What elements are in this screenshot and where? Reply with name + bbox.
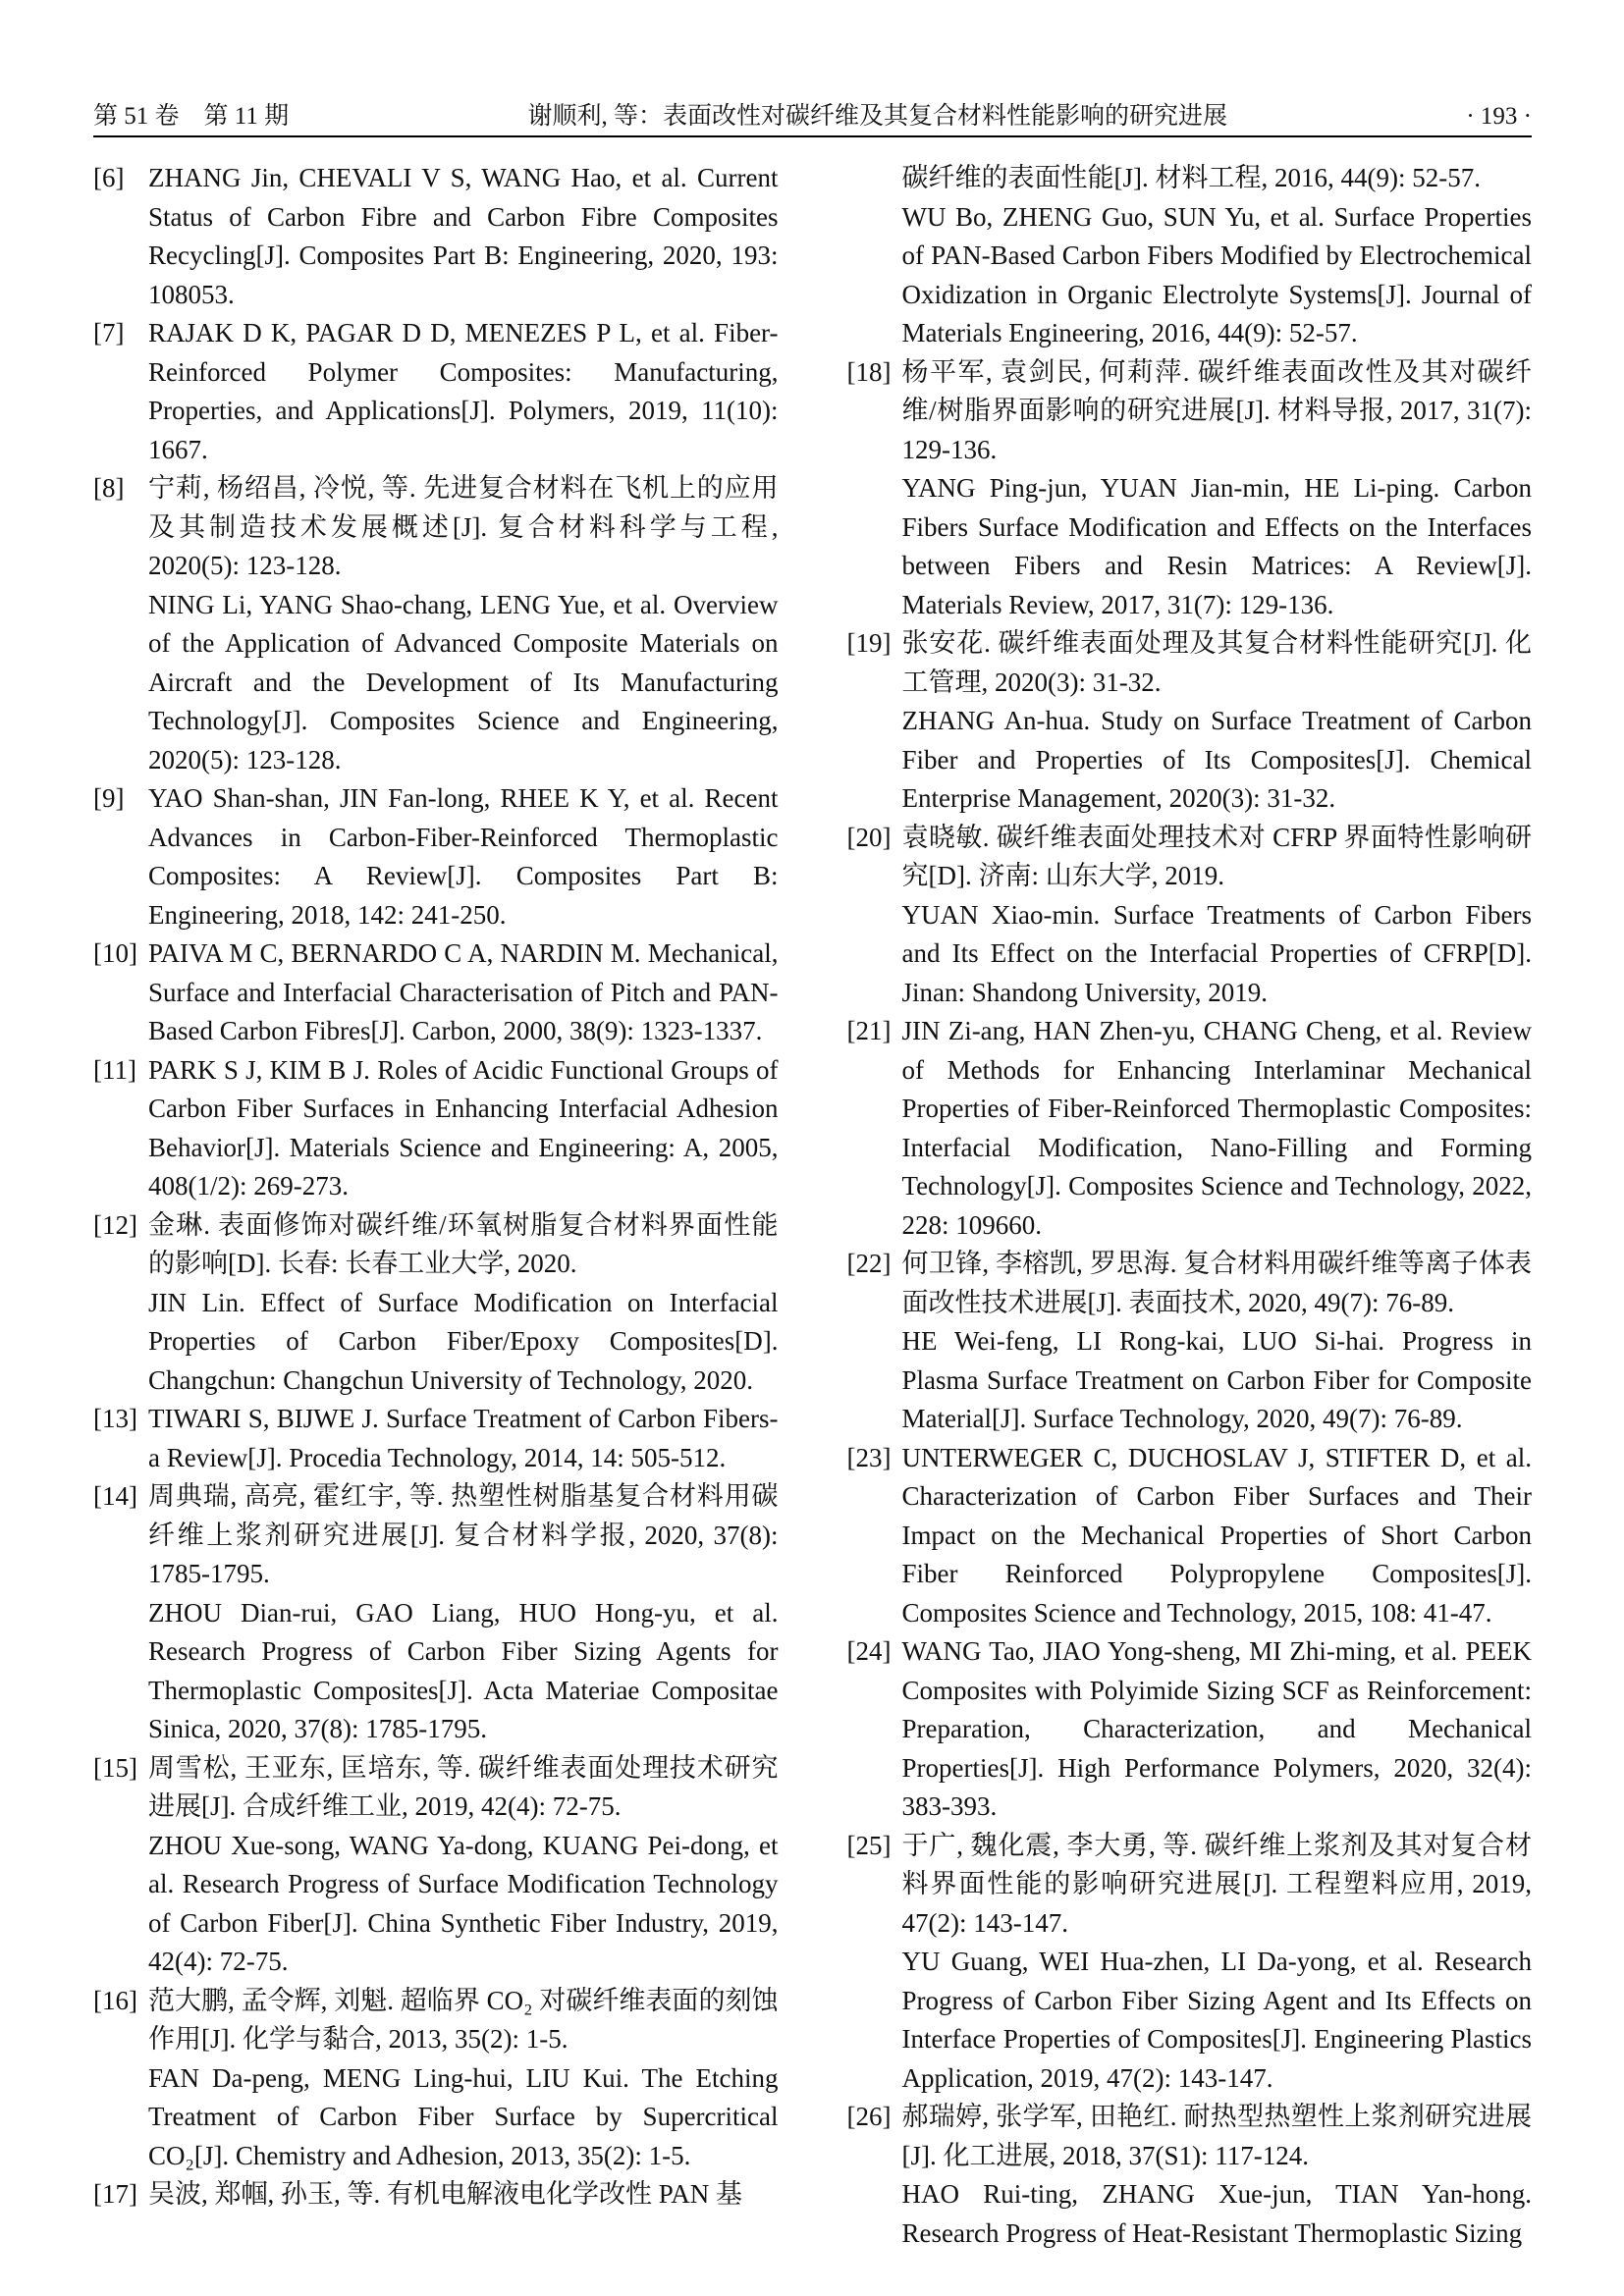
reference-entry (93, 1051, 779, 1206)
reference-text: RAJAK D K, PAGAR D D, MENEZES P L, et al. Fiber-Reinforced Polymer Composites: Manufacturing, Properties, and Applications[J]. Polymers, 2019, 11(10): 1667. (148, 318, 779, 464)
journal-volume-issue: 第 51 卷 第 11 期 (93, 103, 290, 130)
reference-entry (847, 1632, 1533, 1827)
reference-text: ZHANG Jin, CHEVALI V S, WANG Hao, et al. Current Status of Carbon Fibre and Carbon Fibre Composites Recycling[J]. Composites Part B: Engineering, 2020, 193: 108053. (148, 163, 779, 309)
references-column-right (847, 159, 1533, 2253)
page-number: · 193 · (1466, 103, 1532, 130)
reference-text: 杨平军, 袁剑民, 何莉萍. 碳纤维表面改性及其对碳纤维/树脂界面影响的研究进展[J]. 材料导报, 2017, 31(7): 129-136. (901, 356, 1532, 464)
reference-text: 碳纤维的表面性能[J]. 材料工程, 2016, 44(9): 52-57. (901, 163, 1481, 192)
reference-number: [6] (93, 163, 125, 192)
reference-entry (847, 159, 1533, 353)
reference-body (902, 159, 1533, 353)
reference-body (902, 2098, 1533, 2253)
reference-number: [16] (93, 1985, 137, 2015)
reference-number: [25] (846, 1830, 892, 1860)
reference-entry (93, 934, 779, 1051)
reference-body (902, 1632, 1533, 1827)
references-column-left (93, 159, 779, 2253)
reference-text: WANG Tao, JIAO Yong-sheng, MI Zhi-ming, et al. PEEK Composites with Polyimide Sizing SCF as Reinforcement: Preparation, Characterization, and Mechanical Properties[J]. High Performance Polymers, 2020, 32(4): 383-393. (901, 1636, 1532, 1821)
reference-number: [10] (93, 938, 137, 968)
reference-entry (93, 2175, 779, 2215)
running-title: 谢顺利, 等：表面改性对碳纤维及其复合材料性能影响的研究进展 (527, 103, 1227, 130)
reference-entry (847, 624, 1533, 819)
reference-text: 周雪松, 王亚东, 匡培东, 等. 碳纤维表面处理技术研究进展[J]. 合成纤维工业, 2019, 42(4): 72-75. (148, 1752, 779, 1821)
reference-entry (847, 2098, 1533, 2253)
reference-entry (847, 819, 1533, 1013)
reference-text: PARK S J, KIM B J. Roles of Acidic Functional Groups of Carbon Fiber Surfaces in Enhancing Interfacial Adhesion Behavior[J]. Materials Science and Engineering: A, 2005, 408(1/2): 269-273. (148, 1054, 779, 1201)
reference-text: YUAN Xiao-min. Surface Treatments of Carbon Fibers and Its Effect on the Interfacial Properties of CFRP[D]. Jinan: Shandong University, 2019. (901, 899, 1532, 1007)
reference-number: [12] (93, 1209, 137, 1240)
reference-body (148, 1749, 779, 1982)
reference-text: 宁莉, 杨绍昌, 冷悦, 等. 先进复合材料在飞机上的应用及其制造技术发展概述[J]. 复合材料科学与工程, 2020(5): 123-128. (148, 473, 779, 580)
reference-text: 吴波, 郑帼, 孙玉, 等. 有机电解液电化学改性 PAN 基 (148, 2179, 743, 2209)
reference-number: [13] (93, 1404, 137, 1433)
reference-body (148, 1051, 779, 1206)
reference-number: [15] (93, 1752, 137, 1783)
reference-entry (93, 1206, 779, 1401)
reference-body (902, 819, 1533, 1013)
reference-text: 周典瑞, 高亮, 霍红宇, 等. 热塑性树脂基复合材料用碳纤维上浆剂研究进展[J]. 复合材料学报, 2020, 37(8): 1785-1795. (148, 1481, 779, 1588)
reference-body (902, 1012, 1533, 1245)
reference-body (148, 469, 779, 779)
reference-number: [9] (93, 783, 125, 813)
reference-text: 于广, 魏化震, 李大勇, 等. 碳纤维上浆剂及其对复合材料界面性能的影响研究进展[J]. 工程塑料应用, 2019, 47(2): 143-147. (901, 1830, 1532, 1938)
reference-entry (93, 1982, 779, 2176)
reference-text: JIN Lin. Effect of Surface Modification on Interfacial Properties of Carbon Fiber/Epoxy Composites[D]. Changchun: Changchun University of Technology, 2020. (148, 1287, 779, 1395)
reference-body (148, 1982, 779, 2176)
page-header (93, 96, 1532, 132)
reference-body (902, 353, 1533, 625)
reference-body (148, 314, 779, 469)
reference-number: [20] (846, 822, 892, 852)
reference-text: ZHOU Xue-song, WANG Ya-dong, KUANG Pei-dong, et al. Research Progress of Surface Modification Technology of Carbon Fiber[J]. China Synthetic Fiber Industry, 2019, 42(4): 72-75. (148, 1830, 779, 1976)
reference-text: FAN Da-peng, MENG Ling-hui, LIU Kui. The Etching Treatment of Carbon Fiber Surface by Supercritical CO₂[J]. Chemistry and Adhesion, 2013, 35(2): 1-5. (148, 2062, 779, 2170)
reference-text: YU Guang, WEI Hua-zhen, LI Da-yong, et al. Research Progress of Carbon Fiber Sizing Agent and Its Effects on Interface Properties of Composites[J]. Engineering Plastics Application, 2019, 47(2): 143-147. (901, 1947, 1532, 2093)
reference-number: [19] (846, 628, 892, 658)
reference-number: [17] (93, 2179, 137, 2209)
reference-entry (93, 159, 779, 314)
reference-number: [18] (846, 356, 892, 387)
reference-number: [11] (93, 1054, 136, 1085)
reference-number: [8] (93, 473, 125, 503)
reference-text: TIWARI S, BIJWE J. Surface Treatment of Carbon Fibers-a Review[J]. Procedia Technology, 2014, 14: 505-512. (148, 1404, 779, 1472)
reference-body (148, 1206, 779, 1401)
reference-text: WU Bo, ZHENG Guo, SUN Yu, et al. Surface Properties of PAN-Based Carbon Fibers Modified by Electrochemical Oxidization in Organic Electrolyte Systems[J]. Journal of Materials Engineering, 2016, 44(9): 52-57. (901, 201, 1532, 347)
reference-entry (93, 469, 779, 779)
reference-number: [26] (846, 2102, 892, 2131)
reference-text: 金琳. 表面修饰对碳纤维/环氧树脂复合材料界面性能的影响[D]. 长春: 长春工业大学, 2020. (148, 1209, 779, 1278)
reference-entry (93, 314, 779, 469)
reference-text: HE Wei-feng, LI Rong-kai, LUO Si-hai. Progress in Plasma Surface Treatment on Carbon Fiber for Composite Material[J]. Surface Technology, 2020, 49(7): 76-89. (901, 1326, 1532, 1433)
reference-text: 范大鹏, 孟令辉, 刘魁. 超临界 CO₂ 对碳纤维表面的刻蚀作用[J]. 化学与黏合, 2013, 35(2): 1-5. (148, 1985, 779, 2054)
reference-body (902, 1827, 1533, 2099)
header-rule (93, 135, 1532, 137)
reference-text: 何卫锋, 李榕凯, 罗思海. 复合材料用碳纤维等离子体表面改性技术进展[J]. 表面技术, 2020, 49(7): 76-89. (901, 1249, 1532, 1317)
reference-text: 张安花. 碳纤维表面处理及其复合材料性能研究[J]. 化工管理, 2020(3): 31-32. (901, 628, 1532, 697)
reference-entry (93, 1749, 779, 1982)
reference-body (148, 1477, 779, 1749)
reference-entry (847, 1245, 1533, 1439)
reference-entry (847, 1827, 1533, 2099)
reference-entry (93, 1477, 779, 1749)
reference-text: 郝瑞婷, 张学军, 田艳红. 耐热型热塑性上浆剂研究进展[J]. 化工进展, 2018, 37(S1): 117-124. (901, 2102, 1532, 2170)
reference-entry (93, 779, 779, 934)
reference-text: PAIVA M C, BERNARDO C A, NARDIN M. Mechanical, Surface and Interfacial Characterisation of Pitch and PAN-Based Carbon Fibres[J]. Carbon, 2000, 38(9): 1323-1337. (148, 938, 779, 1045)
reference-entry (847, 353, 1533, 625)
reference-body (148, 779, 779, 934)
reference-text: NING Li, YANG Shao-chang, LENG Yue, et al. Overview of the Application of Advanced Composite Materials on Aircraft and the Development of Its Manufacturing Technology[J]. Composites Science and Engineering, 2020(5): 123-128. (148, 589, 779, 774)
reference-text: ZHOU Dian-rui, GAO Liang, HUO Hong-yu, et al. Research Progress of Carbon Fiber Sizing Agents for Thermoplastic Composites[J]. Acta Materiae Compositae Sinica, 2020, 37(8): 1785-1795. (148, 1597, 779, 1743)
reference-text: YANG Ping-jun, YUAN Jian-min, HE Li-ping. Carbon Fibers Surface Modification and Effects on the Interfaces between Fibers and Resin Matrices: A Review[J]. Materials Review, 2017, 31(7): 129-136. (901, 473, 1532, 619)
reference-number: [24] (846, 1636, 892, 1666)
reference-number: [21] (846, 1016, 892, 1045)
reference-number: [22] (846, 1249, 892, 1278)
reference-body (148, 934, 779, 1051)
reference-body (902, 1245, 1533, 1439)
reference-entry (93, 1400, 779, 1477)
reference-body (148, 1400, 779, 1477)
reference-number: [14] (93, 1481, 137, 1511)
reference-text: HAO Rui-ting, ZHANG Xue-jun, TIAN Yan-hong. Research Progress of Heat-Resistant Thermoplastic Sizing (901, 2179, 1532, 2248)
reference-body (902, 1439, 1533, 1633)
reference-text: ZHANG An-hua. Study on Surface Treatment of Carbon Fiber and Properties of Its Composites[J]. Chemical Enterprise Management, 2020(3): 31-32. (901, 706, 1532, 813)
reference-number: [7] (93, 318, 125, 347)
reference-text: JIN Zi-ang, HAN Zhen-yu, CHANG Cheng, et al. Review of Methods for Enhancing Interlaminar Mechanical Properties of Fiber-Reinforced Thermoplastic Composites: Interfacial Modification, Nano-Filling and Forming Technology[J]. Composites Science and Technology, 2022, 228: 109660. (901, 1016, 1532, 1240)
reference-body (148, 2175, 779, 2215)
reference-text: UNTERWEGER C, DUCHOSLAV J, STIFTER D, et al. Characterization of Carbon Fiber Surfaces and Their Impact on the Mechanical Properties of Short Carbon Fiber Reinforced Polypropylene Composites[J]. Composites Science and Technology, 2015, 108: 41-47. (901, 1442, 1532, 1628)
reference-body (148, 159, 779, 314)
reference-number: [23] (846, 1442, 892, 1472)
reference-entry (847, 1012, 1533, 1245)
reference-body (902, 624, 1533, 819)
reference-text: YAO Shan-shan, JIN Fan-long, RHEE K Y, et al. Recent Advances in Carbon-Fiber-Reinforced Thermoplastic Composites: A Review[J]. Composites Part B: Engineering, 2018, 142: 241-250. (148, 783, 779, 930)
references-columns (93, 159, 1532, 2253)
reference-entry (847, 1439, 1533, 1633)
reference-text: 袁晓敏. 碳纤维表面处理技术对 CFRP 界面特性影响研究[D]. 济南: 山东大学, 2019. (901, 822, 1532, 890)
